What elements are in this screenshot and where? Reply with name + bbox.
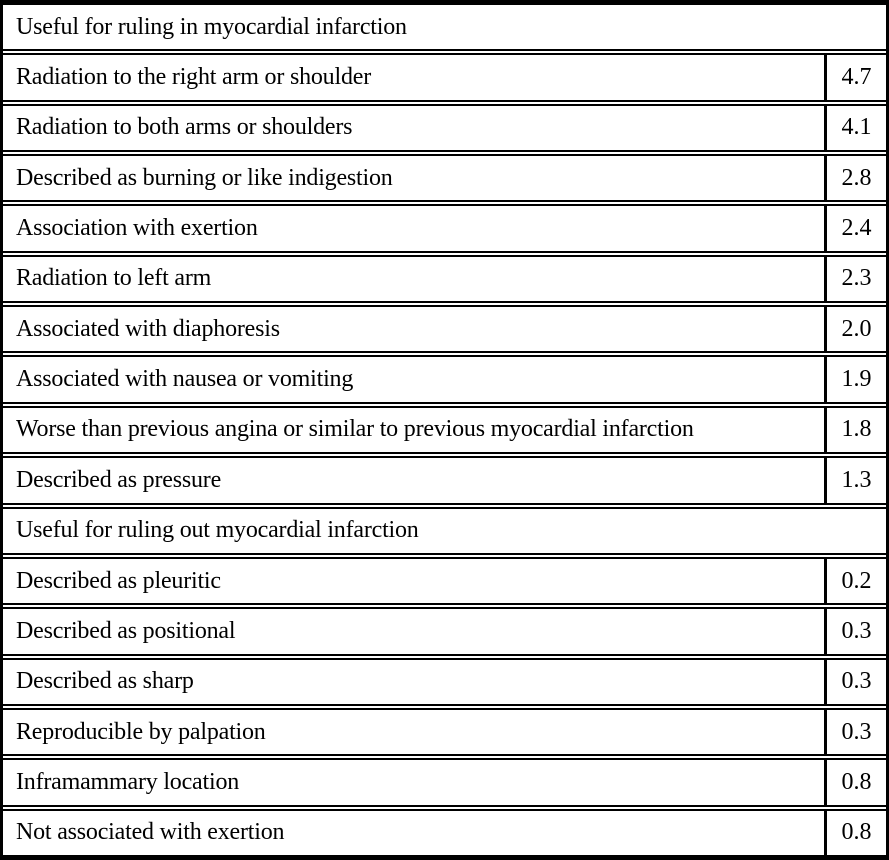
row-label: Not associated with exertion [16, 819, 285, 846]
row-value: 1.8 [824, 408, 886, 452]
row-value: 4.1 [824, 106, 886, 150]
table-row [3, 154, 886, 202]
row-value: 2.4 [824, 206, 886, 250]
table-row [3, 708, 886, 756]
row-label: Described as pressure [16, 466, 222, 493]
row-label: Associated with diaphoresis [16, 315, 280, 342]
table-row [3, 607, 886, 655]
table-row [3, 305, 886, 353]
row-label: Described as pleuritic [16, 567, 221, 594]
row-value: 0.3 [824, 710, 886, 754]
table-row [3, 406, 886, 454]
table-row [3, 204, 886, 252]
table-row [3, 557, 886, 605]
row-label: Described as burning or like indigestion [16, 164, 393, 191]
row-label: Worse than previous angina or similar to previous myocardial infarction [16, 416, 694, 443]
section-header-row-ruling-out [3, 507, 886, 555]
table-row [3, 658, 886, 706]
section-header-label: Useful for ruling out myocardial infarction [16, 517, 419, 544]
row-label: Associated with nausea or vomiting [16, 366, 354, 393]
table-row [3, 104, 886, 152]
table-row [3, 758, 886, 806]
table-row [3, 355, 886, 403]
row-value: 2.3 [824, 257, 886, 301]
row-value: 0.8 [824, 811, 886, 855]
row-label: Described as positional [16, 617, 236, 644]
table-row [3, 456, 886, 504]
row-label: Association with exertion [16, 215, 258, 242]
row-value: 1.3 [824, 458, 886, 502]
row-value: 0.8 [824, 760, 886, 804]
section-header-label: Useful for ruling in myocardial infarction [16, 13, 407, 40]
row-label: Radiation to left arm [16, 265, 212, 292]
section-header-row-ruling-in [3, 3, 886, 51]
row-value: 4.7 [824, 55, 886, 99]
row-label: Radiation to both arms or shoulders [16, 114, 353, 141]
row-value: 1.9 [824, 357, 886, 401]
row-label: Inframammary location [16, 768, 240, 795]
row-value: 2.0 [824, 307, 886, 351]
table-row [3, 255, 886, 303]
row-value: 0.3 [824, 609, 886, 653]
row-value: 0.3 [824, 660, 886, 704]
table-row [3, 53, 886, 101]
row-label: Reproducible by palpation [16, 718, 266, 745]
row-value: 0.2 [824, 559, 886, 603]
row-value: 2.8 [824, 156, 886, 200]
row-label: Described as sharp [16, 668, 194, 695]
table-row [3, 809, 886, 857]
row-label: Radiation to the right arm or shoulder [16, 64, 371, 91]
